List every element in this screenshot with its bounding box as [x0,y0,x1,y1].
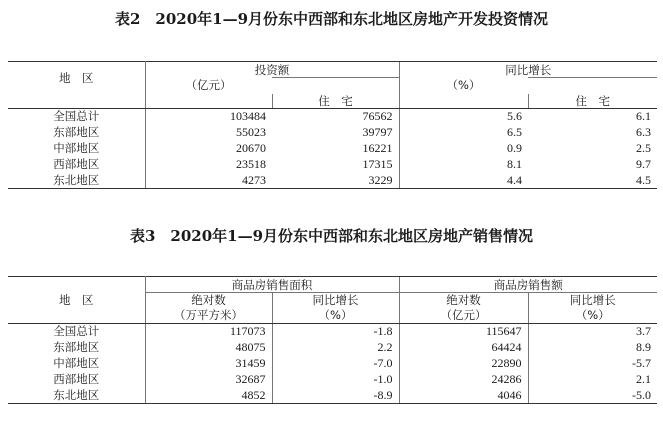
table-row [8,339,657,355]
header-housing: 住 宅 [272,94,399,109]
row-region: 东北地区 [8,172,145,188]
table-row [8,323,657,339]
header-investment-unit: （亿元） [145,78,272,109]
cell-area-yoy: -1.8 [272,323,399,339]
cell-yoy-housing: 9.7 [636,157,651,171]
table-row [8,387,657,403]
table-row [8,108,657,124]
cell-investment: 20670 [236,141,266,155]
cell-sales: 64424 [399,339,528,355]
row-region: 全国总计 [8,108,145,124]
header-sales-unit: （亿元） [399,307,528,323]
cell-investment: 55023 [236,125,266,139]
table2-title: 表2 2020年1—9月份东中西部和东北地区房地产开发投资情况 [114,10,549,28]
table-row [8,156,657,172]
table-row [8,124,657,140]
header-investment: 投资额 [145,62,399,78]
cell-yoy: 4.4 [399,172,528,188]
table3-title: 表3 2020年1—9月份东中西部和东北地区房地产销售情况 [129,227,534,245]
cell-housing: 3229 [272,172,399,188]
row-region: 东部地区 [8,339,145,355]
header-sales-yoy-unit: （%） [528,307,657,323]
cell-yoy-housing: 2.5 [636,141,651,155]
header-area-abs: 绝对数 [191,293,226,307]
row-region: 全国总计 [8,323,145,339]
cell-sales-yoy: 3.7 [528,323,657,339]
header-area-group: 商品房销售面积 [145,277,399,293]
cell-investment: 4273 [145,172,272,188]
cell-area: 48075 [235,340,266,354]
cell-sales: 115647 [399,323,528,339]
cell-sales-yoy: -5.7 [528,355,657,371]
row-region: 西部地区 [8,371,145,387]
row-region: 中部地区 [8,355,145,371]
table-row [8,355,657,371]
cell-yoy: 8.1 [399,156,528,172]
cell-yoy-housing: 4.5 [528,172,657,188]
cell-investment: 23518 [236,157,266,171]
cell-area: 4852 [145,387,272,403]
cell-housing: 39797 [362,125,393,139]
investment-table [8,61,657,189]
cell-housing: 17315 [362,157,393,171]
cell-area-yoy: -1.0 [272,371,399,387]
header-sales-yoy: 同比增长 [528,293,657,308]
cell-area-yoy: 2.2 [272,339,399,355]
cell-sales-yoy: -5.0 [528,387,657,403]
cell-investment: 103484 [230,109,266,124]
row-region: 中部地区 [8,140,145,156]
cell-sales: 22890 [399,355,528,371]
header-area-yoy: 同比增长 [272,293,399,308]
header-area-unit: （万平方米） [145,307,272,323]
cell-housing: 16221 [362,141,393,155]
cell-sales: 24286 [399,371,528,387]
header-region: 地 区 [8,62,145,94]
header-area-yoy-unit: （%） [272,307,399,323]
header-yoy-unit: （%） [399,78,528,109]
cell-sales-yoy: 2.1 [528,371,657,387]
table-row [8,140,657,156]
cell-yoy-housing: 6.1 [636,109,651,124]
header-yoy: 同比增长 [399,62,657,78]
cell-area-yoy: -8.9 [272,387,399,403]
cell-sales: 4046 [399,387,528,403]
header-sales-group: 商品房销售额 [399,277,657,293]
sales-table [8,276,657,404]
cell-yoy: 5.6 [399,108,528,124]
cell-area: 117073 [229,324,266,339]
cell-area-yoy: -7.0 [272,355,399,371]
header-sales-abs: 绝对数 [399,293,528,308]
row-region: 东部地区 [8,124,145,140]
cell-yoy: 6.5 [399,124,528,140]
cell-yoy-housing: 6.3 [636,125,651,139]
cell-sales-yoy: 8.9 [528,339,657,355]
cell-area: 31459 [235,356,266,370]
table-row [8,172,657,188]
table-row [8,371,657,387]
row-region: 东北地区 [8,387,145,403]
row-region: 西部地区 [8,156,145,172]
header-yoy-housing: 住 宅 [528,94,657,109]
cell-yoy: 0.9 [399,140,528,156]
cell-housing: 76562 [362,109,393,124]
header-region: 地 区 [8,277,145,324]
cell-area: 32687 [235,372,266,386]
